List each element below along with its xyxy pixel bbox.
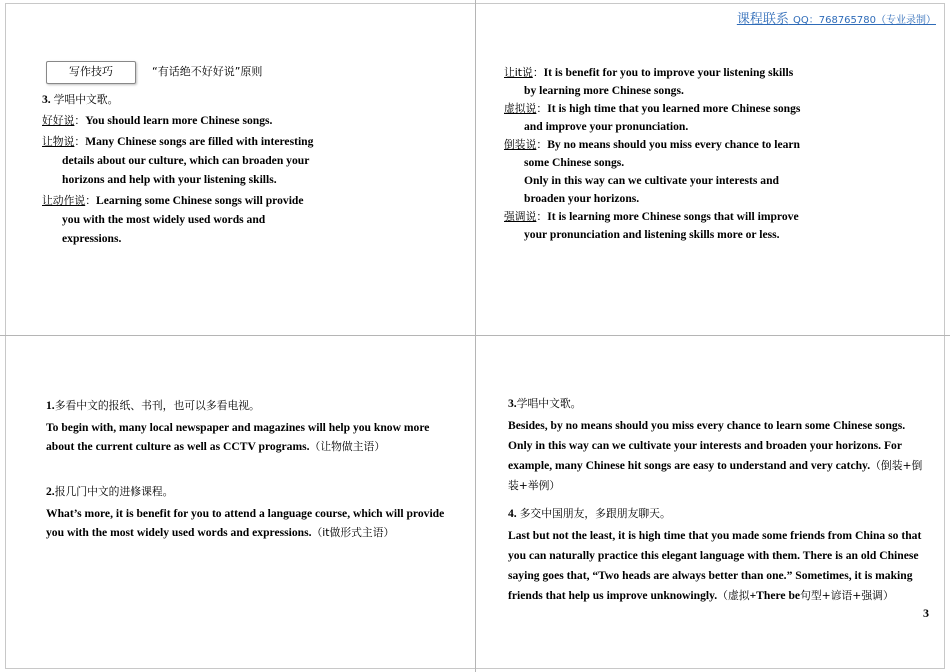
bl-paragraph-1: To begin with, many local newspaper and magazines will help you know more about the current culture as well as CCTV programs.（让物做主语） xyxy=(46,421,430,453)
contact-text: 课程联系 xyxy=(736,12,789,27)
tl-item-1: 好好说：You should learn more Chinese songs. xyxy=(42,114,273,127)
br-heading-4: 4. 多交中国朋友，多跟朋友聊天。 xyxy=(508,507,671,520)
item-label: 虚拟说 xyxy=(504,102,537,115)
page-number: 3 xyxy=(923,606,929,620)
contact-qq: QQ：768765780（专业录制） xyxy=(792,15,936,26)
br-heading-3: 3.学唱中文歌。 xyxy=(508,397,582,410)
top-right-panel xyxy=(504,64,934,244)
item-label: 倒装说 xyxy=(504,138,537,151)
vertical-divider xyxy=(475,0,476,672)
tr-item-1: 让it说：It is benefit for you to improve your listening skills by learning more Chinese songs. xyxy=(504,66,794,97)
tl-heading: 3. 学唱中文歌。 xyxy=(42,93,119,106)
tr-item-4: 强调说：It is learning more Chinese songs that will improve your pronunciation and listening skills more or less. xyxy=(504,210,799,241)
top-left-panel xyxy=(42,60,462,248)
tip-row xyxy=(42,60,462,84)
item-label: 强调说 xyxy=(504,210,537,223)
item-label: 让动作说 xyxy=(42,194,86,207)
item-label: 让物说 xyxy=(42,135,75,148)
item-label: 好好说 xyxy=(42,114,75,127)
br-paragraph-4: Last but not the least, it is high time that you made some friends from China so that you can naturally practice this elegant language with them. There is an old Chinese saying goes that, “Two heads are always better than one.” Sometimes, it is making friends that help us improve unknowingly.（虚拟+There be句型+谚语+强调） xyxy=(508,529,922,602)
tr-item-3: 倒装说：By no means should you miss every chance to learn some Chinese songs. Only in this way can we cultivate your interests and broaden your horizons. xyxy=(504,138,801,205)
writing-tip-label: 写作技巧 xyxy=(46,61,136,84)
tr-item-2: 虚拟说：It is high time that you learned more Chinese songs and improve your pronunciation. xyxy=(504,102,801,133)
tip-title: “有话绝不好好说”原则 xyxy=(152,65,263,78)
horizontal-divider xyxy=(0,335,950,336)
tl-item-3: 让动作说：Learning some Chinese songs will provide you with the most widely used words and expressions. xyxy=(42,194,304,245)
tl-item-2: 让物说：Many Chinese songs are filled with interesting details about our culture, which can broaden your horizons and help with your listening skills. xyxy=(42,135,314,186)
bl-heading-2: 2.报几门中文的进修课程。 xyxy=(46,485,174,498)
bottom-left-panel xyxy=(46,396,458,542)
br-paragraph-3: Besides, by no means should you miss every chance to learn some Chinese songs. Only in this way can we cultivate your interests and broaden your horizons. For example, many Chinese hit songs are easy to understand and very catchy.（倒装+倒装+举例） xyxy=(508,419,923,492)
bl-paragraph-2: What’s more, it is benefit for you to attend a language course, which will provide you with the most widely used words and expressions.（it做形式主语） xyxy=(46,507,445,539)
item-label: 让it说 xyxy=(504,66,533,79)
bl-heading-1: 1.多看中文的报纸、书刊，也可以多看电视。 xyxy=(46,399,260,412)
bottom-right-panel xyxy=(508,394,928,606)
course-contact-link[interactable] xyxy=(737,8,936,27)
